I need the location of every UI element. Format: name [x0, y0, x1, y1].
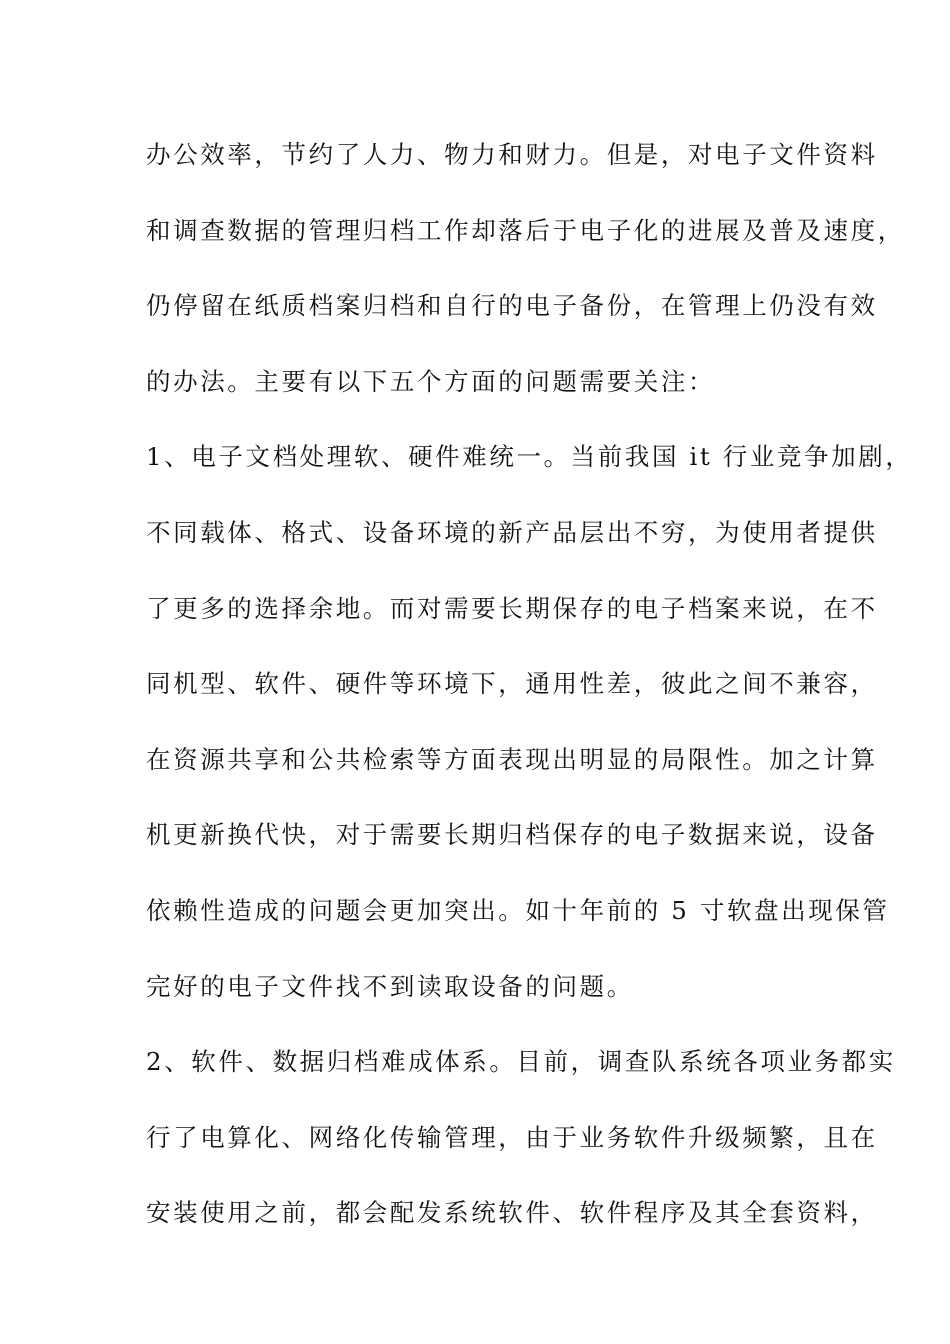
text-line: 和调查数据的管理归档工作却落后于电子化的进展及普及速度， [146, 215, 905, 245]
text-line: 的办法。主要有以下五个方面的问题需要关注： [146, 366, 716, 396]
text-line: 2、软件、数据归档难成体系。目前，调查队系统各项业务都实 [146, 1047, 896, 1077]
body-text [146, 133, 913, 1267]
text-line: 机更新换代快，对于需要长期归档保存的电子数据来说，设备 [146, 820, 878, 850]
text-line: 不同载体、格式、设备环境的新产品层出不穷，为使用者提供 [146, 517, 878, 547]
text-line: 安装使用之前，都会配发系统软件、软件程序及其全套资料， [146, 1198, 878, 1228]
text-line: 同机型、软件、硬件等环境下，通用性差，彼此之间不兼容， [146, 669, 878, 699]
text-line: 行了电算化、网络化传输管理，由于业务软件升级频繁，且在 [146, 1122, 878, 1152]
text-line: 依赖性造成的问题会更加突出。如十年前的 5 寸软盘出现保管 [146, 895, 890, 925]
text-line: 完好的电子文件找不到读取设备的问题。 [146, 971, 634, 1001]
text-line: 仍停留在纸质档案归档和自行的电子备份，在管理上仍没有效 [146, 291, 878, 321]
text-line: 在资源共享和公共检索等方面表现出明显的局限性。加之计算 [146, 744, 878, 774]
text-line: 办公效率，节约了人力、物力和财力。但是，对电子文件资料 [146, 140, 878, 169]
text-line: 1、电子文档处理软、硬件难统一。当前我国 it 行业竞争加剧， [146, 442, 913, 472]
text-line: 了更多的选择余地。而对需要长期保存的电子档案来说，在不 [146, 593, 878, 623]
